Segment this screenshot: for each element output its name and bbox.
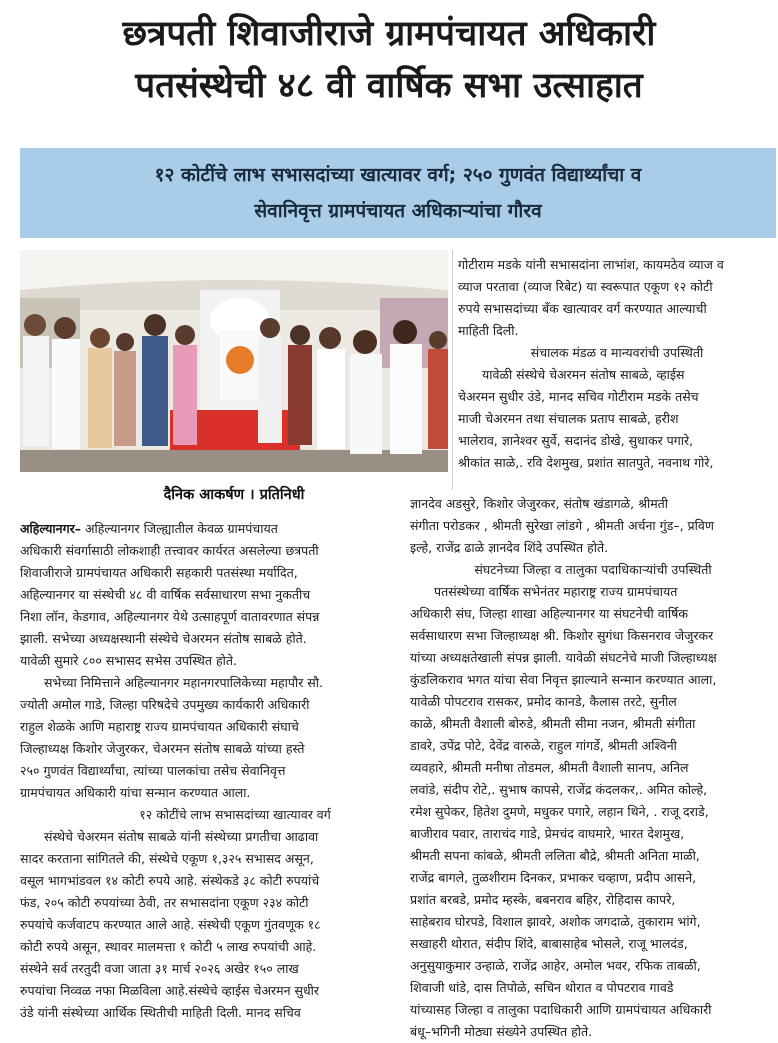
body-line: सभेच्या निमित्ताने अहिल्यानगर महानगरपालिकेच्या महापौर सौ. [44, 675, 323, 690]
right-column-bottom [410, 493, 776, 1043]
column-divider [452, 250, 453, 490]
body-line: माहिती दिली. [458, 323, 519, 338]
lead-line-text: अहिल्यानगर जिल्ह्यातील केवळ ग्रामपंचायत [80, 521, 278, 536]
body-line: ज्योती अमोल गाडे, जिल्हा परिषदेचे उपमुख्य कार्यकारी अधिकारी [20, 697, 310, 712]
body-line: व्याज परतावा (व्याज रिबेट) या स्वरूपात एकूण १२ कोटी [458, 279, 713, 294]
body-line: श्रीमती सपना कांबळे, श्रीमती ललिता बौद्रे, श्रीमती अनिता माळी, [410, 848, 700, 863]
body-line: राजेंद्र बागले, तुळशीराम दिनकर, प्रभाकर चव्हाण, प्रदीप आसने, [410, 870, 697, 885]
body-line: यावेळी पोपटराव रासकर, प्रमोद कानडे, कैलास तरटे, सुनील [410, 694, 677, 709]
body-line: चेअरमन सुधीर उंडे, मानद सचिव गोटीराम मडके तसेच [458, 389, 699, 404]
body-line: शिवाजी धांडे, दास तिपोळे, सचिन थोरात व पोपटराव गावडे [410, 980, 674, 995]
body-line: व्यवहारे, श्रीमती मनीषा तोडमल, श्रीमती वैशाली सानप, अनिल [410, 760, 689, 775]
byline: दैनिक आकर्षण । प्रतिनिधी [163, 487, 305, 503]
body-line: अनुसुयाकुमार उन्हाळे, राजेंद्र आहेर, अमोल भवर, रफिक ताबळी, [410, 958, 701, 973]
lead-line [20, 518, 450, 540]
left-column [20, 518, 450, 1024]
subheadline-line-2: सेवानिवृत्त ग्रामपंचायत अधिकाऱ्यांचा गौरव [254, 200, 542, 222]
body-line: यावेळी सुमारे ८०० सभासद सभेस उपस्थित होते. [20, 653, 237, 668]
body-line: रुपयांचे कर्जवाटप करण्यात आले आहे. संस्थेची एकूण गुंतवणूक १८ [20, 917, 321, 932]
body-line: बंधू–भगिनी मोठ्या संख्येने उपस्थित होते. [410, 1024, 593, 1039]
body-line: जिल्हाध्यक्ष किशोर जेजुरकर, चेअरमन संतोष साबळे यांच्या हस्ते [20, 741, 305, 756]
headline-line-1: छत्रपती शिवाजीराजे ग्रामपंचायत अधिकारी [122, 14, 656, 54]
body-line: २५० गुणवंत विद्यार्थ्यांचा, त्यांच्या पालकांचा तसेच सेवानिवृत्त [20, 763, 286, 778]
body-line: शिवाजीराजे ग्रामपंचायत अधिकारी सहकारी पतसंस्था मर्यादित, [20, 565, 298, 580]
body-line: अधिकारी संवर्गासाठी लोकशाही तत्त्वावर कार्यरत असलेल्या छत्रपती [20, 543, 319, 558]
body-line: कुंडलिकराव भगत यांचा सेवा निवृत्त झाल्याने सन्मान करण्यात आला, [410, 672, 717, 687]
body-line: सादर करताना सांगितले की, संस्थेचे एकूण १,३२५ सभासद असून, [20, 851, 314, 866]
body-line: यांच्यासह जिल्हा व तालुका पदाधिकारी आणि ग्रामपंचायत अधिकारी [410, 1002, 712, 1017]
body-line: बाजीराव पवार, ताराचंद गाडे, प्रेमचंद वाघमारे, भारत देशमुख, [410, 826, 685, 841]
section-title: संचालक मंडळ व मान्यवरांची उपस्थिती [530, 345, 704, 360]
body-line: फंड, २०५ कोटी रुपयांच्या ठेवी, तर सभासदांना एकूण २३४ कोटी [20, 895, 309, 910]
body-line: साहेबराव घोरपडे, विशाल झावरे, अशोक जगदाळे, तुकाराम भांगे, [410, 914, 701, 929]
body-line: भालेराव, ज्ञानेश्वर सुर्वे, सदानंद डोखे, सुधाकर पगारे, [458, 433, 694, 448]
body-line: अधिकारी संघ, जिल्हा शाखा अहिल्यानगर या संघटनेची वार्षिक [410, 606, 688, 621]
body-line: श्रीकांत साळे,. रवि देशमुख, प्रशांत सातपुते, नवनाथ गोरे, [458, 455, 714, 470]
body-line: कोटी रुपये असून, स्थावर मालमत्ता १ कोटी ५ लाख रुपयांची आहे. [20, 939, 317, 954]
subheadline-line-1: १२ कोटींचे लाभ सभासदांच्या खात्यावर वर्ग; २५० गुणवंत विद्यार्थ्यांचा व [154, 164, 642, 186]
dateline: अहिल्यानगर– [20, 521, 81, 536]
body-line: उंडे यांनी संस्थेच्या आर्थिक स्थितीची माहिती दिली. मानद सचिव [20, 1005, 301, 1020]
right-column-top [458, 254, 776, 474]
event-photo [20, 250, 448, 472]
body-line: रुपयांचा निव्वळ नफा मिळविला आहे.संस्थेचे व्हाईस चेअरमन सुधीर [20, 983, 320, 998]
body-line: ग्रामपंचायत अधिकारी यांचा सन्मान करण्यात आला. [20, 785, 251, 800]
section-title: संघटनेच्या जिल्हा व तालुका पदाधिकाऱ्यांची उपस्थिती [474, 562, 712, 577]
body-line: पतसंस्थेच्या वार्षिक सभेनंतर महाराष्ट्र राज्य ग्रामपंचायत [434, 584, 678, 599]
headline-line-2: पतसंस्थेची ४८ वी वार्षिक सभा उत्साहात [135, 66, 643, 106]
body-line: संस्थेने सर्व तरतुदी वजा जाता ३१ मार्च २०२६ अखेर १५० लाख [20, 961, 299, 976]
body-line: संस्थेचे चेअरमन संतोष साबळे यांनी संस्थेच्या प्रगतीचा आढावा [44, 829, 319, 844]
subheadline-box [20, 148, 776, 238]
section-title: १२ कोटींचे लाभ सभासदांच्या खात्यावर वर्ग [139, 807, 331, 822]
body-line: गोटीराम मडके यांनी सभासदांना लाभांश, कायमठेव व्याज व [458, 257, 724, 272]
body-line: यावेळी संस्थेचे चेअरमन संतोष साबळे, व्हाईस [482, 367, 685, 382]
body-line: अहिल्यानगर या संस्थेची ४८ वी वार्षिक सर्वसाधारण सभा नुकतीच [20, 587, 311, 602]
body-line: लवांडे, संदीप रोटे,. सुभाष कापसे, राजेंद्र कंदलकर,. अमित कोल्हे, [410, 782, 708, 797]
body-line: ज्ञानदेव अडसुरे, किशोर जेजुरकर, संतोष खंडागळे, श्रीमती [410, 496, 669, 511]
body-line: वसूल भागभांडवल १४ कोटी रुपये आहे. संस्थेकडे ३८ कोटी रुपयांचे [20, 873, 320, 888]
body-line: काळे, श्रीमती वैशाली बोरुडे, श्रीमती सीमा नजन, श्रीमती संगीता [410, 716, 696, 731]
body-line: सर्वसाधारण सभा जिल्हाध्यक्ष श्री. किशोर सुगंधा किसनराव जेजुरकर [410, 628, 714, 643]
body-line: रुपये सभासदांच्या बँक खात्यावर वर्ग करण्यात आल्याची [458, 301, 707, 316]
headline [0, 8, 778, 112]
body-line: रमेश सुपेकर, हितेश दुमणे, मधुकर पगारे, लहान थिने, . राजू दराडे, [410, 804, 709, 819]
body-line: झाली. सभेच्या अध्यक्षस्थानी संस्थेचे चेअरमन संतोष साबळे होते. [20, 631, 307, 646]
event-photo-image [20, 250, 448, 472]
body-line: डावरे, उपेंद्र पोटे, देवेंद्र वारुळे, राहुल गांगर्डे, श्रीमती अश्विनी [410, 738, 677, 753]
body-line: माजी चेअरमन तथा संचालक प्रताप साबळे, हरीश [458, 411, 679, 426]
body-line: सखाहरी थोरात, संदीप शिंदे, बाबासाहेब भोसले, राजू भालदंड, [410, 936, 688, 951]
body-line: यांच्या अध्यक्षतेखाली संपन्न झाली. यावेळी संघटनेचे माजी जिल्हाध्यक्ष [410, 650, 717, 665]
body-line: संगीता परोडकर , श्रीमती सुरेखा लांडगे , श्रीमती अर्चना गुंड–, प्रविण [410, 518, 714, 533]
body-line: राहुल शेळके आणि महाराष्ट्र राज्य ग्रामपंचायत अधिकारी संघाचे [20, 719, 299, 734]
body-line: निशा लॉन, केडगाव, अहिल्यानगर येथे उत्साहपूर्ण वातावरणात संपन्न [20, 609, 320, 624]
body-line: इल्हे, राजेंद्र ढाळे ज्ञानदेव शिंदे उपस्थित होते. [410, 540, 609, 555]
body-line: प्रशांत बरबडे, प्रमोद म्हस्के, बबनराव बहिर, रोहिदास कापरे, [410, 892, 676, 907]
